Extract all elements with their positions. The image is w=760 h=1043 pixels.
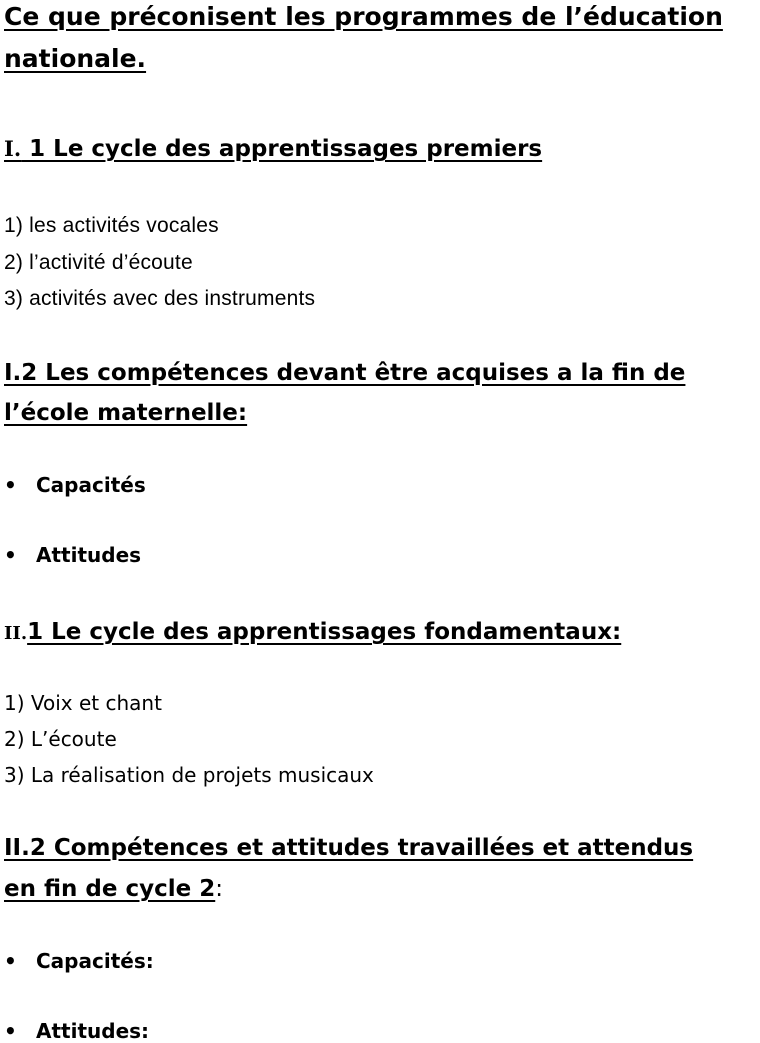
section-1-2-bullet-1 bbox=[4, 473, 146, 497]
document-title-line-1: Ce que préconisent les programmes de l’éducation bbox=[4, 2, 723, 31]
section-1-1-roman: I. bbox=[4, 136, 22, 161]
section-2-2-bullet-1 bbox=[4, 949, 154, 973]
section-1-1-item-1: 1) les activités vocales bbox=[4, 214, 219, 237]
section-2-1-roman: II. bbox=[4, 623, 28, 644]
section-1-2-bullet-2 bbox=[4, 543, 141, 567]
section-1-1-item-2: 2) l’activité d’écoute bbox=[4, 251, 193, 274]
section-1-1-item-3: 3) activités avec des instruments bbox=[4, 287, 316, 310]
section-1-2-bullet-1-text: Capacités bbox=[36, 473, 146, 497]
section-1-2-heading-line-2 bbox=[4, 400, 247, 426]
section-1-2-bullet-2-text: Attitudes bbox=[36, 543, 142, 567]
section-2-2-bullet-2 bbox=[4, 1019, 149, 1043]
document-title-line-2: nationale. bbox=[4, 44, 147, 73]
bullet-icon: • bbox=[4, 473, 17, 497]
section-2-2-heading-line-1 bbox=[4, 835, 693, 861]
section-2-1-heading bbox=[4, 619, 621, 645]
section-2-2-bullet-2-text: Attitudes: bbox=[36, 1019, 150, 1043]
section-2-1-item-1: 1) Voix et chant bbox=[4, 691, 162, 715]
section-1-1-heading bbox=[4, 136, 542, 162]
section-2-1-item-2: 2) L’écoute bbox=[4, 727, 117, 751]
bullet-icon: • bbox=[4, 1019, 17, 1043]
section-2-2-heading-text-1: II.2 Compétences et attitudes travaillées et attendus bbox=[4, 835, 694, 861]
bullet-icon: • bbox=[4, 543, 17, 567]
section-1-1-heading-text: 1 Le cycle des apprentissages premiers bbox=[21, 136, 543, 162]
section-1-2-heading-text-1: I.2 Les compétences devant être acquises a la fin de bbox=[4, 360, 686, 386]
section-2-2-heading-colon: : bbox=[215, 876, 223, 902]
section-1-2-heading-line-1 bbox=[4, 360, 685, 386]
section-1-2-heading-text-2: l’école maternelle: bbox=[4, 400, 248, 426]
section-2-1-item-3: 3) La réalisation de projets musicaux bbox=[4, 763, 374, 787]
section-2-2-bullet-1-text: Capacités: bbox=[36, 949, 154, 973]
section-2-2-heading-text-2: en fin de cycle 2 bbox=[4, 876, 216, 902]
section-2-2-heading-line-2 bbox=[4, 876, 223, 902]
bullet-icon: • bbox=[4, 949, 17, 973]
section-2-1-heading-text: 1 Le cycle des apprentissages fondamentaux: bbox=[27, 619, 622, 645]
